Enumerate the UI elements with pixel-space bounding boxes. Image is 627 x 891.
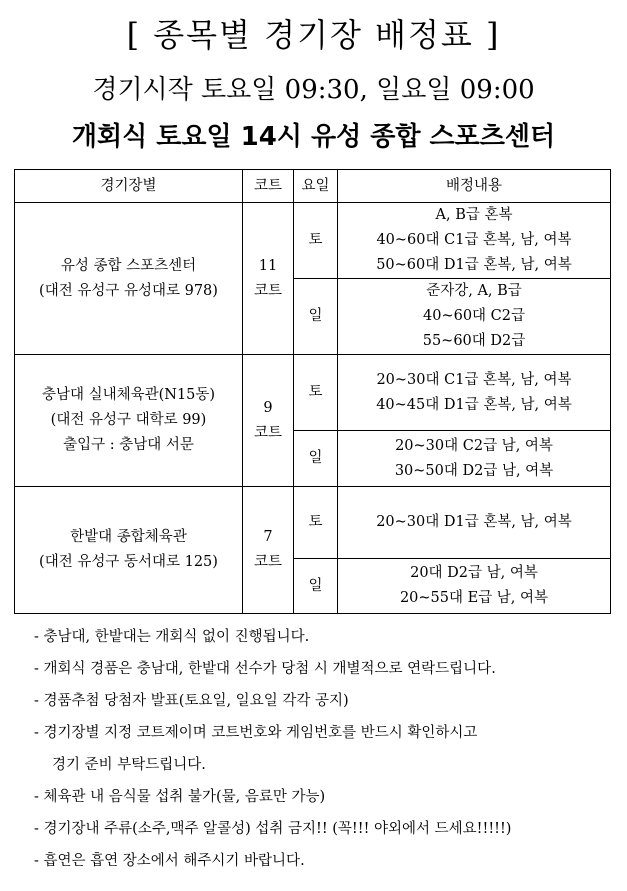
assignment-line: 55~60대 D2급 xyxy=(422,333,526,349)
venue-name-cell xyxy=(15,355,243,487)
assignment-cell xyxy=(338,279,611,355)
note-text: - 경기장내 주류(소주,맥주 알콜성) 섭취 금지!! (꼭!!! 야외에서 드세요!!!!!) xyxy=(34,821,512,837)
day-cell: 토 xyxy=(294,203,338,279)
page-title: [ 종목별 경기장 배정표 ] xyxy=(126,16,501,54)
venue-assignment-table xyxy=(14,169,611,614)
venue-address: (대전 유성구 동서대로 125) xyxy=(39,554,218,570)
assignment-cell xyxy=(338,355,611,431)
court-count: 11 xyxy=(258,257,278,274)
assignment-cell xyxy=(338,559,611,614)
note-text: - 흡연은 흡연 장소에서 해주시기 바랍니다. xyxy=(34,853,305,869)
court-label: 코트 xyxy=(253,554,282,570)
day-cell: 토 xyxy=(294,355,338,431)
table-row xyxy=(15,487,611,559)
venue-entrance: 출입구 : 충남대 서문 xyxy=(63,437,194,453)
assignment-line: 40~60대 C1급 혼복, 남, 여복 xyxy=(376,232,572,248)
assignment-line: 20대 D2급 남, 여복 xyxy=(410,565,538,581)
day-cell: 일 xyxy=(294,559,338,614)
assignment-line: 30~50대 D2급 남, 여복 xyxy=(394,462,554,479)
court-cell xyxy=(243,487,294,614)
note-text: - 개회식 경품은 충남대, 한밭대 선수가 당첨 시 개별적으로 연락드립니다. xyxy=(34,661,496,677)
note-text: - 경기장별 지정 코트제이며 코트번호와 게임번호를 반드시 확인하시고 xyxy=(34,725,478,741)
header-venue: 경기장별 xyxy=(15,170,243,203)
assignment-line: 20~55대 E급 남, 여복 xyxy=(399,590,549,606)
assignment-line: 50~60대 D1급 혼복, 남, 여복 xyxy=(376,257,572,273)
header-assignment: 배정내용 xyxy=(338,170,611,203)
day-cell: 일 xyxy=(294,431,338,487)
opening-ceremony-line: 개회식 토요일 14시 유성 종합 스포츠센터 xyxy=(71,122,556,152)
venue-address: (대전 유성구 유성대로 978) xyxy=(39,282,218,299)
start-time-line: 경기시작 토요일 09:30, 일요일 09:00 xyxy=(92,75,535,105)
assignment-line: 40~60대 C2급 xyxy=(423,308,525,324)
list-item xyxy=(34,621,614,653)
court-count: 9 xyxy=(263,399,273,416)
assignment-line: A, B급 혼복 xyxy=(435,207,513,223)
court-label: 코트 xyxy=(253,424,282,441)
list-item xyxy=(34,717,614,781)
venue-name: 충남대 실내체육관(N15동) xyxy=(41,387,216,403)
header-court: 코트 xyxy=(243,170,294,203)
assignment-line: 40~45대 D1급 혼복, 남, 여복 xyxy=(376,396,572,413)
list-item xyxy=(34,813,614,845)
court-count: 7 xyxy=(263,529,273,545)
assignment-cell xyxy=(338,203,611,279)
table-row xyxy=(15,355,611,431)
assignment-cell xyxy=(338,487,611,559)
list-item xyxy=(34,781,614,813)
court-cell xyxy=(243,355,294,487)
table-row xyxy=(15,203,611,279)
list-item xyxy=(34,685,614,717)
venue-name-cell xyxy=(15,203,243,355)
header-day: 요일 xyxy=(294,170,338,203)
assignment-line: 20~30대 D1급 혼복, 남, 여복 xyxy=(376,514,572,530)
note-text: - 경품추첨 당첨자 발표(토요일, 일요일 각각 공지) xyxy=(34,693,349,709)
note-text-continued: 경기 준비 부탁드립니다. xyxy=(52,757,206,773)
assignment-line: 20~30대 C1급 혼복, 남, 여복 xyxy=(376,371,572,388)
day-cell: 토 xyxy=(294,487,338,559)
venue-name: 한밭대 종합체육관 xyxy=(70,529,187,545)
assignment-cell xyxy=(338,431,611,487)
court-cell xyxy=(243,203,294,355)
assignment-line: 준자강, A, B급 xyxy=(426,283,522,299)
table-header-row xyxy=(15,170,611,203)
venue-address: (대전 유성구 대학로 99) xyxy=(50,412,207,428)
note-text: - 체육관 내 음식물 섭취 불가(물, 음료만 가능) xyxy=(34,789,326,805)
list-item xyxy=(34,653,614,685)
court-label: 코트 xyxy=(253,282,282,299)
venue-name: 유성 종합 스포츠센터 xyxy=(60,257,197,274)
list-item xyxy=(34,845,614,877)
notes-list xyxy=(34,621,614,877)
day-cell: 일 xyxy=(294,279,338,355)
venue-name-cell xyxy=(15,487,243,614)
note-text: - 충남대, 한밭대는 개회식 없이 진행됩니다. xyxy=(34,629,310,645)
assignment-line: 20~30대 C2급 남, 여복 xyxy=(395,437,553,454)
